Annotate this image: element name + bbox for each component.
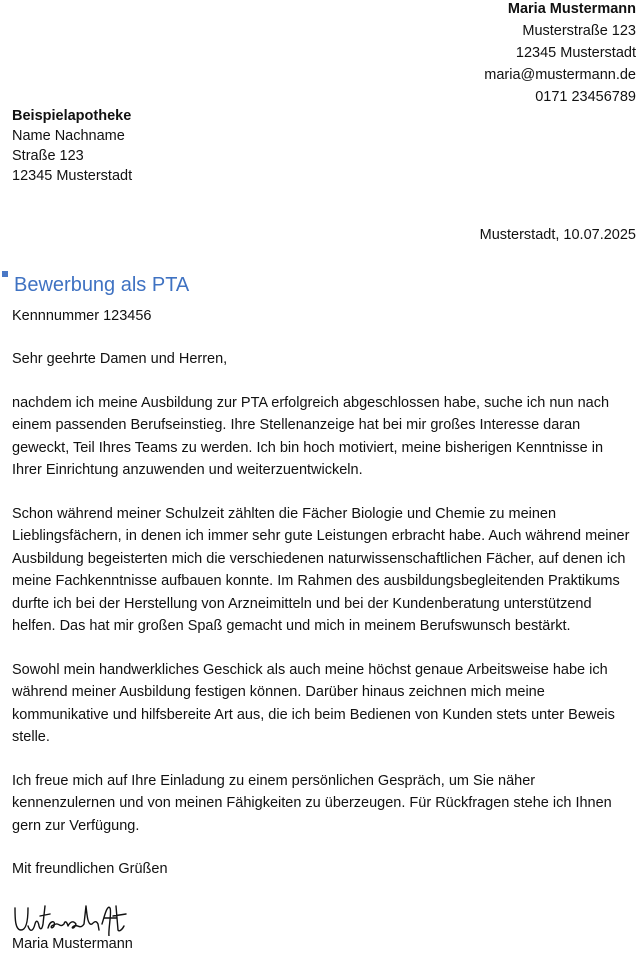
sender-city: 12345 Musterstadt (515, 45, 636, 61)
handwritten-signature (12, 902, 132, 936)
recipient-city: 12345 Musterstadt (12, 168, 133, 184)
body-paragraph: nachdem ich meine Ausbildung zur PTA erfolgreich abgeschlossen habe, suche ich nun nach einem passenden Berufseinstieg. Ihre Stellenanzeige hat bei mir großes Interesse daran geweckt, Teil Ihres Teams zu werden. Ich bin hoch motiviert, meine bisherigen Kenntnisse in Ihrer Einrichtung anzuwenden und weiterzuentwickeln. (12, 394, 610, 478)
letter-body (12, 348, 632, 973)
heading-marker (2, 271, 8, 277)
letter-date: Musterstadt, 10.07.2025 (479, 227, 636, 243)
body-paragraph: Schon während meiner Schulzeit zählten die Fächer Biologie und Chemie zu meinen Lieblingsfächern, in denen ich immer sehr gute Leistungen erbracht habe. Auch während meiner Ausbildung begeisterten mich die verschiedenen naturwissenschaftlichen Fächer, auf denen ich meine Fachkenntnisse aufbauen konnte. Im Rahmen des ausbildungsbegleitenden Praktikums durfte ich bei der Herstellung von Arzneimitteln und bei der Kundenberatung unterstützend helfen. Das hat mir großen Spaß gemacht und mich in meinem Berufswunsch bestärkt. (12, 505, 630, 634)
recipient-street: Straße 123 (12, 148, 84, 164)
sender-address-block (484, 0, 636, 108)
sender-phone: 0171 23456789 (535, 89, 636, 105)
subject-heading: Bewerbung als PTA (14, 274, 190, 296)
recipient-contact: Name Nachname (12, 128, 125, 144)
sender-street: Musterstraße 123 (522, 23, 636, 39)
signer-name: Maria Mustermann (12, 935, 133, 952)
closing-phrase: Mit freundlichen Grüßen (12, 861, 168, 877)
recipient-address-block (12, 106, 132, 186)
sender-name: Maria Mustermann (507, 1, 636, 17)
reference-number: Kennnummer 123456 (12, 308, 152, 324)
body-paragraph: Sowohl mein handwerkliches Geschick als auch meine höchst genaue Arbeitsweise habe ich während meiner Ausbildung festigen können. Darüber hinaus zeichnen mich meine kommunikative und hilfsbereite Art aus, die ich beim Bedienen von Kunden stets unter Beweis stelle. (12, 661, 615, 745)
recipient-company: Beispielapotheke (12, 108, 132, 124)
salutation: Sehr geehrte Damen und Herren, (12, 351, 228, 367)
body-paragraph: Ich freue mich auf Ihre Einladung zu einem persönlichen Gespräch, um Sie näher kennenzulernen und von meinen Fähigkeiten zu überzeugen. Für Rückfragen stehe ich Ihnen gern zur Verfügung. (12, 772, 612, 834)
sender-email: maria@mustermann.de (484, 67, 636, 83)
